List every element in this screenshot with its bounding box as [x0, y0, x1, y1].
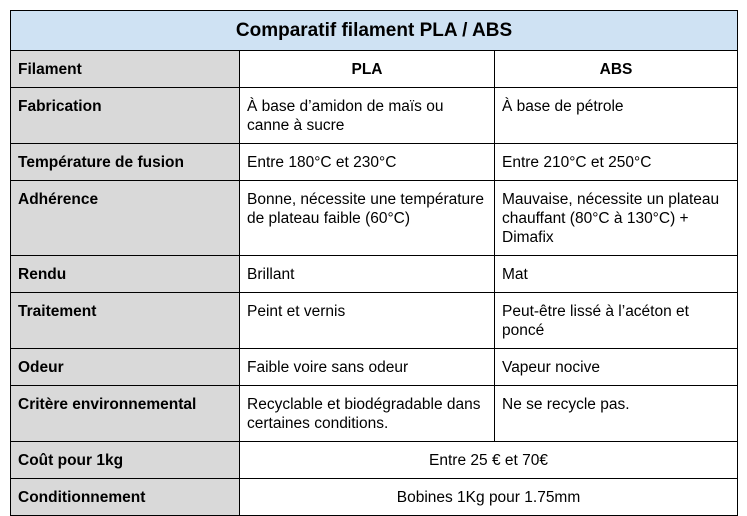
cell-abs-temperature: Entre 210°C et 250°C — [495, 144, 738, 181]
table-row — [11, 88, 738, 144]
row-label-odeur: Odeur — [11, 349, 240, 386]
cell-pla-odeur: Faible voire sans odeur — [240, 349, 495, 386]
row-label-rendu: Rendu — [11, 256, 240, 293]
column-header-abs: ABS — [495, 51, 738, 88]
cell-pla-adherence: Bonne, nécessite une température de plateau faible (60°C) — [240, 181, 495, 256]
row-label-cout: Coût pour 1kg — [11, 442, 240, 479]
cell-pla-rendu: Brillant — [240, 256, 495, 293]
cell-pla-environnement: Recyclable et biodégradable dans certaines conditions. — [240, 386, 495, 442]
table-row — [11, 256, 738, 293]
comparison-table — [10, 10, 738, 516]
row-label-traitement: Traitement — [11, 293, 240, 349]
column-header-pla: PLA — [240, 51, 495, 88]
cell-abs-odeur: Vapeur nocive — [495, 349, 738, 386]
cell-abs-environnement: Ne se recycle pas. — [495, 386, 738, 442]
row-label-critere-environnemental: Critère environnemental — [11, 386, 240, 442]
cell-abs-traitement: Peut-être lissé à l’acéton et poncé — [495, 293, 738, 349]
cell-pla-temperature: Entre 180°C et 230°C — [240, 144, 495, 181]
title-row — [11, 11, 738, 51]
table-row — [11, 442, 738, 479]
row-label-conditionnement: Conditionnement — [11, 479, 240, 516]
table-row — [11, 293, 738, 349]
table-row — [11, 144, 738, 181]
row-label-fabrication: Fabrication — [11, 88, 240, 144]
cell-conditionnement-value: Bobines 1Kg pour 1.75mm — [240, 479, 738, 516]
table-title: Comparatif filament PLA / ABS — [11, 11, 738, 51]
cell-cout-value: Entre 25 € et 70€ — [240, 442, 738, 479]
table-row — [11, 181, 738, 256]
cell-abs-rendu: Mat — [495, 256, 738, 293]
row-label-temperature: Température de fusion — [11, 144, 240, 181]
row-label-filament: Filament — [11, 51, 240, 88]
cell-abs-adherence: Mauvaise, nécessite un plateau chauffant (80°C à 130°C) + Dimafix — [495, 181, 738, 256]
comparison-table-container — [10, 10, 737, 516]
row-label-adherence: Adhérence — [11, 181, 240, 256]
table-row — [11, 386, 738, 442]
cell-pla-traitement: Peint et vernis — [240, 293, 495, 349]
table-row — [11, 349, 738, 386]
cell-abs-fabrication: À base de pétrole — [495, 88, 738, 144]
header-row — [11, 51, 738, 88]
cell-pla-fabrication: À base d’amidon de maïs ou canne à sucre — [240, 88, 495, 144]
table-row — [11, 479, 738, 516]
